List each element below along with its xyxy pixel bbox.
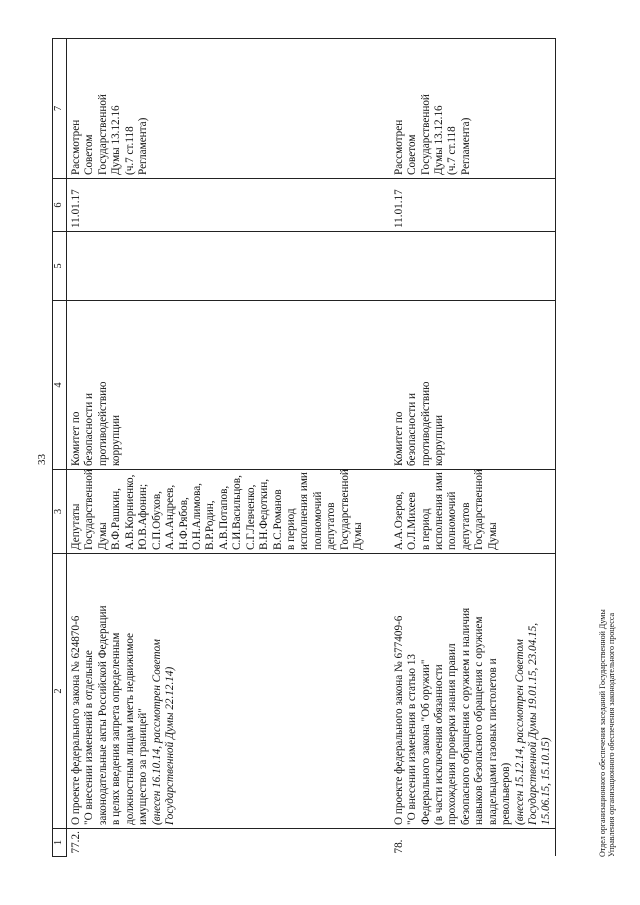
author-line: Депутаты	[70, 503, 82, 550]
committee-line: Комитет по	[392, 411, 405, 466]
bill-note-line: (внесен 15.12.14, рассмотрен Советом	[513, 639, 526, 825]
date-cell: 11.01.17	[367, 179, 556, 232]
bill-title-line: "О внесении изменений в отдельные	[83, 650, 96, 825]
committee-line: коррупции	[432, 414, 445, 466]
author-line: Думы	[96, 522, 109, 550]
author-line: С.Г.Левченко,	[244, 484, 257, 550]
committee-line: безопасности и	[406, 393, 419, 466]
result-line: (ч.7 ст.118	[446, 126, 459, 175]
footer-note	[598, 609, 616, 857]
column-header: 2	[53, 554, 67, 829]
bill-title-line: револьверов)	[500, 762, 513, 825]
column-header: 6	[53, 179, 67, 232]
author-line: полномочий	[446, 491, 459, 550]
result-line: Регламента)	[459, 117, 472, 175]
bill-title-line: О проекте федерального закона № 624870-6	[70, 615, 82, 825]
committee-cell	[367, 301, 556, 470]
author-line: А.А.Андреев,	[164, 484, 177, 550]
author-line: Государственной	[473, 469, 486, 550]
bill-title-line: владельцами газовых пистолетов и	[486, 658, 499, 825]
result-line: Рассмотрен	[392, 119, 405, 175]
author-line: В.Р.Родин,	[204, 500, 217, 550]
result-cell	[67, 39, 367, 179]
column-header: 4	[53, 301, 67, 470]
result-cell	[367, 39, 556, 179]
page-number: 33	[36, 454, 48, 465]
bill-title-line: имущество за границей"	[137, 708, 150, 825]
author-line: С.И.Васильцов,	[231, 475, 244, 550]
author-line: в период	[285, 508, 297, 550]
footer-line: Отдел организационного обеспечения заседаний Государственной Думы	[598, 609, 607, 857]
bill-note-line: Государственной Думы 19.01.15, 23.04.15,	[527, 622, 539, 825]
table-row	[367, 39, 556, 857]
committee-line: коррупции	[110, 414, 123, 466]
result-line: Советом	[406, 134, 419, 175]
author-line: полномочий	[311, 491, 324, 550]
result-line: (ч.7 ст.118	[123, 126, 136, 175]
author-line: Н.Ф.Рябов,	[177, 497, 190, 550]
date-cell: 11.01.17	[67, 179, 367, 232]
author-line: исполнения ими	[432, 472, 445, 550]
committee-line: Комитет по	[70, 411, 82, 466]
author-line: В.С.Романов	[271, 489, 284, 550]
bill-title-line: О проекте федерального закона № 677409-6	[392, 615, 405, 825]
author-line: А.В.Потапов,	[217, 485, 230, 550]
column-5-cell	[367, 232, 556, 301]
committee-line: противодействию	[419, 381, 432, 466]
bill-title-line: Федерального закона "Об оружии"	[419, 659, 432, 825]
author-line: в период	[419, 508, 432, 550]
author-line: депутатов	[459, 502, 472, 550]
author-line: исполнения ими	[298, 472, 311, 550]
authors-cell	[67, 470, 367, 554]
result-line: Государственной	[419, 94, 432, 175]
bills-table	[52, 38, 556, 857]
author-line: О.Л.Михеев	[406, 492, 419, 550]
bill-note-line: 15.06.15, 15.10.15)	[540, 737, 553, 825]
bill-title-line: безопасного обращения с оружием и наличия	[459, 607, 472, 825]
table-header-row	[53, 39, 67, 857]
result-line: Думы 13.12.16	[432, 105, 445, 175]
bill-title-line: "О внесении изменения в статью 13	[406, 653, 419, 825]
author-line: Думы	[352, 522, 365, 550]
author-line: В.Ф.Рашкин,	[110, 488, 123, 550]
bill-title-line: в целях введения запрета определенным	[110, 632, 123, 825]
result-line: Государственной	[96, 94, 109, 175]
column-header: 1	[53, 829, 67, 857]
bill-title-line: законодательные акты Российской Федерации	[96, 605, 109, 825]
bill-note-line: (внесен 16.10.14, рассмотрен Советом	[150, 639, 163, 825]
bill-title-line: навыков безопасного обращения с оружием	[473, 616, 486, 825]
footer-line: Управления организационного обеспечения законодательного процесса	[607, 612, 617, 857]
author-line: А.А.Озеров,	[392, 491, 405, 550]
author-line: депутатов	[325, 502, 338, 550]
author-line: В.Н.Федоткин,	[258, 478, 271, 550]
result-line: Советом	[83, 134, 96, 175]
column-header: 3	[53, 470, 67, 554]
row-number: 77.2.	[70, 831, 82, 854]
committee-cell	[67, 301, 367, 470]
column-header: 5	[53, 232, 67, 301]
result-line: Рассмотрен	[70, 119, 82, 175]
author-line: Государственной	[83, 469, 96, 550]
author-line: О.Н.Алимова,	[190, 483, 203, 550]
author-line: Государственной	[338, 469, 351, 550]
row-number: 78.	[367, 829, 556, 857]
authors-cell	[367, 470, 556, 554]
committee-line: безопасности и	[83, 393, 96, 466]
bill-title-line: прохождения проверки знания правил	[446, 643, 459, 825]
result-line: Думы 13.12.16	[110, 105, 123, 175]
bill-title-line: должностным лицам иметь недвижимое	[123, 632, 136, 825]
author-line: А.В.Корниенко,	[123, 474, 136, 550]
author-line: Ю.В.Афонин;	[137, 483, 150, 550]
result-line: Регламента)	[137, 117, 150, 175]
committee-line: противодействию	[96, 381, 109, 466]
bill-title-cell	[367, 554, 556, 829]
bill-title-line: (в части исключения обязанности	[432, 664, 445, 825]
bill-title-cell	[67, 554, 367, 829]
table-row	[67, 39, 367, 857]
column-header: 7	[53, 39, 67, 179]
column-5-cell	[67, 232, 367, 301]
author-line: Думы	[486, 522, 499, 550]
author-line: С.П.Обухов,	[150, 491, 163, 550]
bill-note-line: Государственной Думы 22.12.14)	[164, 666, 177, 825]
